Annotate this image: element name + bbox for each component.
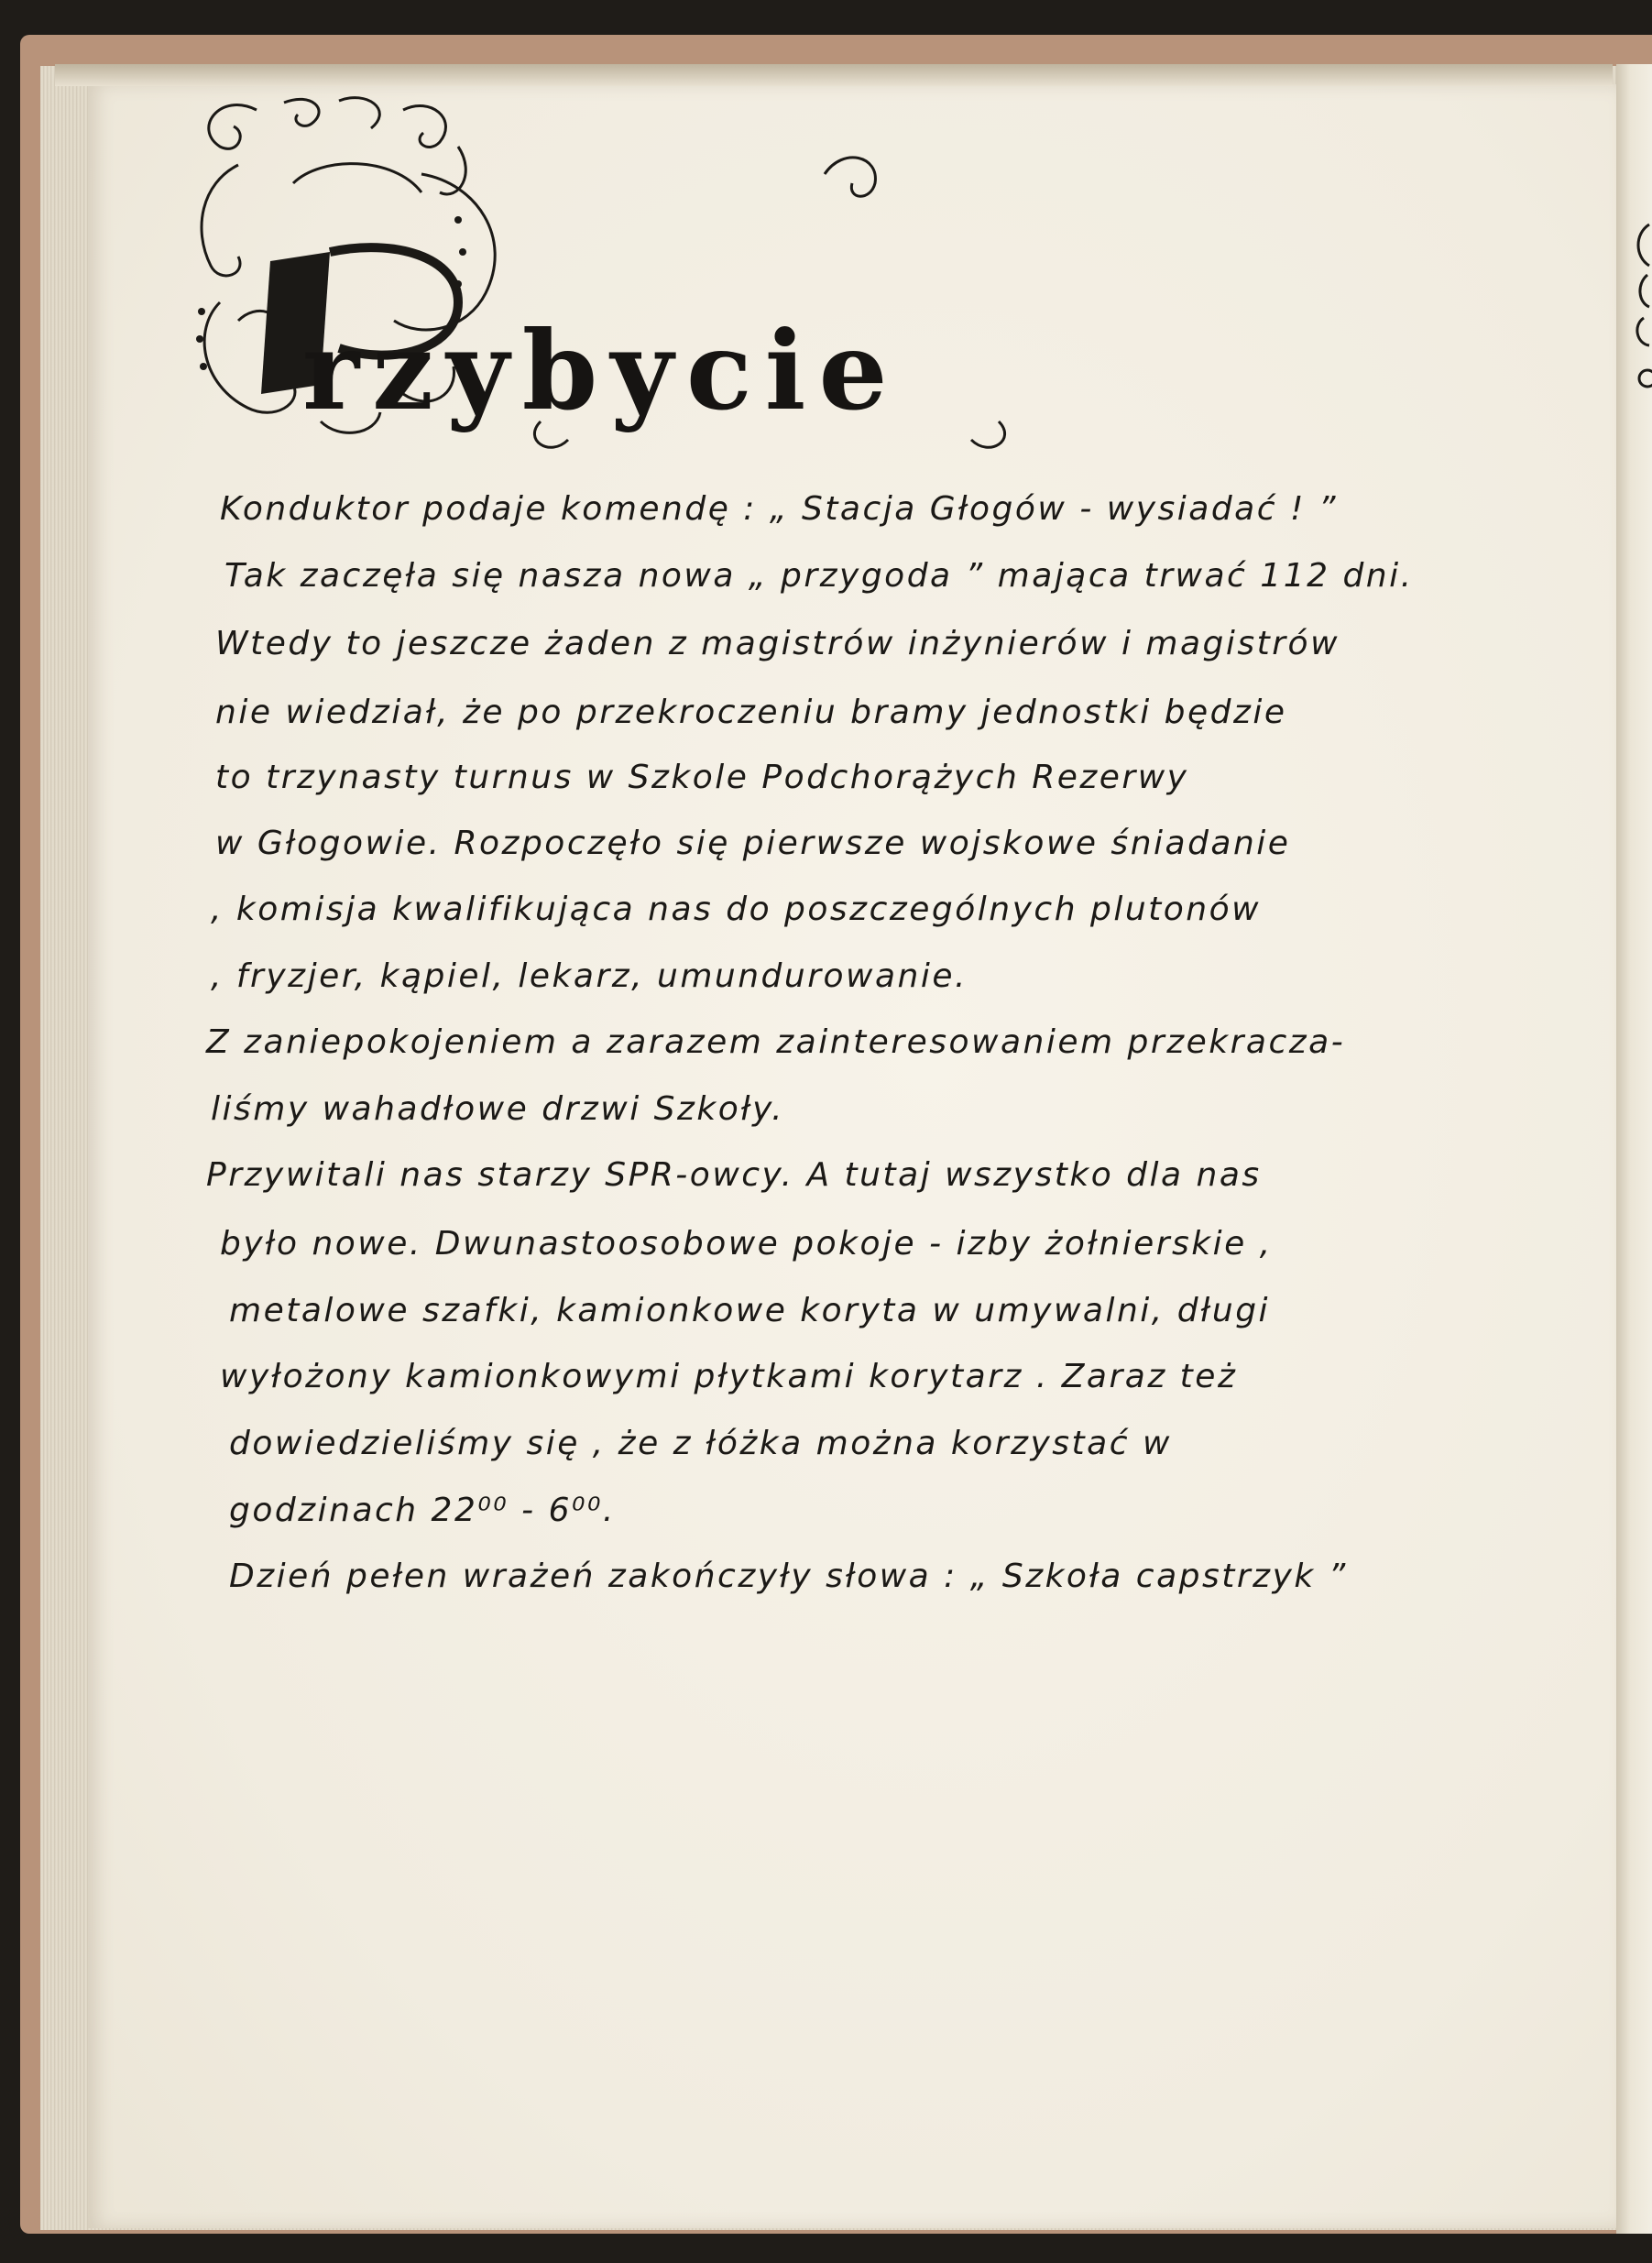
title-rest: rzybycie [302,307,901,434]
text-line: to trzynasty turnus w Szkole Podchorążych Rezerwy [215,759,1189,796]
text-line: nie wiedział, że po przekroczeniu bramy jednostki będzie [215,694,1287,731]
text-line: w Głogowie. Rozpoczęło się pierwsze wojskowe śniadanie [215,825,1291,862]
text-line: Tak zaczęła się nasza nowa „ przygoda ” mająca trwać 112 dni. [224,557,1414,595]
text-line: dowiedzieliśmy się , że z łóżka można korzystać w [229,1425,1172,1462]
text-line: metalowe szafki, kamionkowe koryta w umywalni, długi [229,1292,1271,1329]
text-line: , komisja kwalifikująca nas do poszczególnych plutonów [211,891,1262,928]
text-line: Dzień pełen wrażeń zakończyły słowa : „ Szkoła capstrzyk ” [229,1558,1348,1595]
text-line: godzinach 22⁰⁰ - 6⁰⁰. [229,1492,616,1529]
text-line: Konduktor podaje komendę : „ Stacja Głogów - wysiadać ! ” [220,490,1338,528]
text-line: wyłożony kamionkowymi płytkami korytarz . Zaraz też [220,1358,1238,1395]
text-line: było nowe. Dwunastoosobowe pokoje - izby żołnierskie , [220,1225,1273,1263]
page-top-edge [55,64,1613,86]
text-line: Przywitali nas starzy SPR-owcy. A tutaj wszystko dla nas [206,1156,1262,1194]
next-page-ornament [1624,215,1652,399]
decorated-title [183,92,1145,458]
text-line: liśmy wahadłowe drzwi Szkoły. [211,1090,785,1128]
page-title [302,307,1219,434]
text-line: , fryzjer, kąpiel, lekarz, umundurowanie. [211,957,968,995]
text-line: Z zaniepokojeniem a zarazem zainteresowaniem przekracza- [206,1023,1346,1061]
text-line: Wtedy to jeszcze żaden z magistrów inżynierów i magistrów [215,625,1340,662]
